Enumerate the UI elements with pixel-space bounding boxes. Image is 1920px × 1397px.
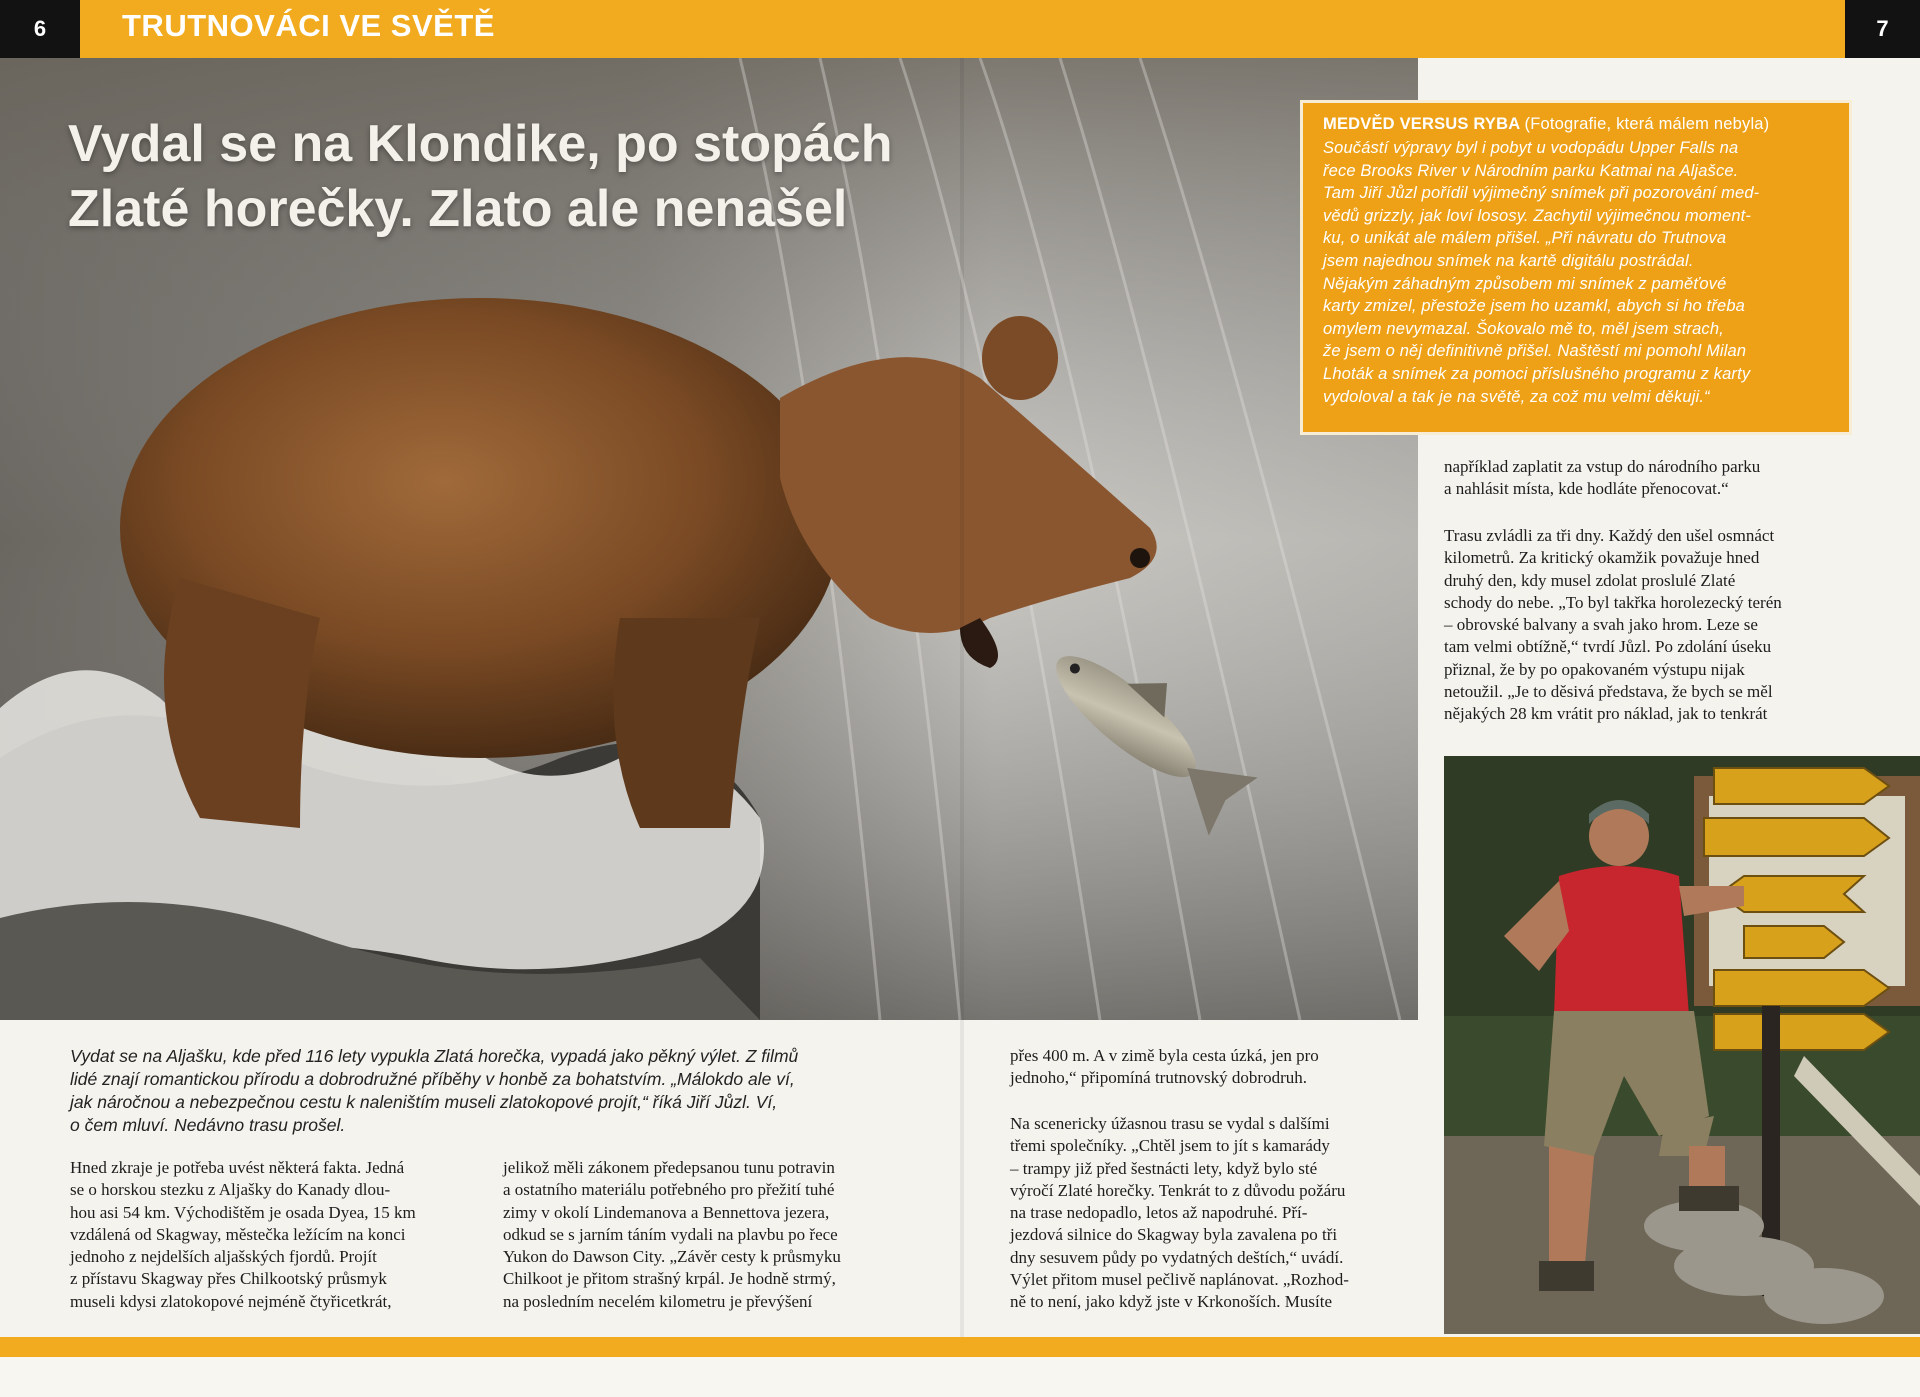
- right-column-para-1: [1444, 456, 1864, 501]
- text-line: výročí Zlaté horečky. Tenkrát to z důvodu požáru: [1010, 1180, 1346, 1200]
- text-line: se o horskou stezku z Aljašky do Kanady dlou-: [70, 1180, 391, 1200]
- sidebar-line: Lhoták a snímek za pomoci příslušného programu z karty: [1323, 364, 1751, 383]
- section-title: TRUTNOVÁCI VE SVĚTĚ: [122, 8, 495, 43]
- text-line: na posledním necelém kilometru je převýšení: [503, 1291, 813, 1311]
- article-headline: [68, 112, 948, 242]
- text-line: například zaplatit za vstup do národního parku: [1444, 457, 1761, 476]
- body-column-3-para-2: [1010, 1113, 1410, 1314]
- sidebar-line: vydoloval a tak je na světě, za což mu velmi děkuji.“: [1323, 387, 1710, 406]
- text-line: hou asi 54 km. Východištěm je osada Dyea, 15 km: [70, 1202, 416, 1222]
- body-column-2: [503, 1157, 915, 1313]
- sidebar-line: řece Brooks River v Národním parku Katmai na Aljašce.: [1323, 161, 1739, 180]
- sidebar-title-main: MEDVĚD VERSUS RYBA: [1323, 115, 1520, 133]
- sidebar-line: Součástí výpravy byl i pobyt u vodopádu Upper Falls na: [1323, 139, 1739, 157]
- text-line: schody do nebe. „To byl takřka horolezecký terén: [1444, 592, 1782, 612]
- text-line: odkud se s jarním táním vydali na plavbu po řece: [503, 1224, 838, 1244]
- text-line: jednoho z nejdelších aljašských fjordů. Projít: [70, 1247, 377, 1267]
- text-line: – trampy již před šestnácti lety, když bylo sté: [1010, 1158, 1318, 1178]
- text-line: museli kdysi zlatokopové nejméně čtyřicetkrát,: [70, 1291, 392, 1311]
- bottom-banner: [0, 1337, 1920, 1357]
- sidebar-line: že jsem o něj definitivně přišel. Naštěstí mi pomohl Milan: [1323, 342, 1747, 361]
- sidebar-line: Nějakým záhadným způsobem mi snímek z paměťové: [1323, 274, 1727, 293]
- sidebar-title: [1323, 115, 1833, 134]
- text-line: jelikož měli zákonem předepsanou tunu potravin: [503, 1158, 835, 1177]
- page-number-right: 7: [1845, 0, 1920, 58]
- text-line: jednoho,“ připomíná trutnovský dobrodruh.: [1010, 1068, 1307, 1088]
- text-line: z přístavu Skagway přes Chilkootský průsmyk: [70, 1269, 387, 1289]
- text-line: přiznal, že by po opakovaném výstupu nijak: [1444, 659, 1745, 679]
- text-line: a ostatního materiálu potřebného pro přežití tuhé: [503, 1180, 835, 1200]
- sidebar-line: ku, o unikát ale málem přišel. „Při návratu do Trutnova: [1323, 229, 1727, 248]
- text-line: Yukon do Dawson City. „Závěr cesty k průsmyku: [503, 1247, 841, 1267]
- body-column-1: [70, 1157, 482, 1313]
- text-line: – obrovské balvany a svah jako hrom. Leze se: [1444, 615, 1758, 635]
- text-line: nějakých 28 km vrátit pro náklad, jak to tenkrát: [1444, 704, 1768, 724]
- text-line: dny sesuvem půdy po vydatných deštích,“ uvádí.: [1010, 1247, 1344, 1267]
- text-line: Výlet přitom musel pečlivě naplánovat. „Rozhod-: [1010, 1270, 1349, 1290]
- text-line: Hned zkraje je potřeba uvést některá fakta. Jedná: [70, 1158, 405, 1177]
- page-spine: [960, 58, 964, 1338]
- sidebar-line: vědů grizzly, jak loví lososy. Zachytil výjimečnou moment-: [1323, 206, 1752, 225]
- headline-line-1: Vydal se na Klondike, po stopách: [68, 115, 893, 173]
- intro-line: Vydat se na Aljašku, kde před 116 lety vypukla Zlatá horečka, vypadá jako pěkný výlet. Z filmů: [70, 1046, 799, 1066]
- bottom-margin: [0, 1357, 1920, 1397]
- intro-line: o čem mluví. Nedávno trasu prošel.: [70, 1115, 346, 1135]
- text-line: ně to není, jako když jste v Krkonoších. Musíte: [1010, 1292, 1333, 1312]
- sidebar-line: Tam Jiří Jůzl pořídil výjimečný snímek při pozorování med-: [1323, 184, 1760, 203]
- text-line: přes 400 m. A v zimě byla cesta úzká, jen pro: [1010, 1046, 1319, 1065]
- text-line: netoužil. „Je to děsivá představa, že bych se měl: [1444, 682, 1773, 702]
- intro-line: lidé znají romantickou přírodu a dobrodružné příběhy v honbě za bohatstvím. „Málokdo ale ví,: [70, 1069, 795, 1089]
- sidebar-text: [1323, 137, 1833, 408]
- right-column-para-2: [1444, 525, 1864, 726]
- sidebar-title-sub: (Fotografie, která málem nebyla): [1524, 115, 1770, 133]
- text-line: Chilkoot je přitom strašný krpál. Je hodně strmý,: [503, 1269, 836, 1289]
- text-line: Trasu zvládli za tři dny. Každý den ušel osmnáct: [1444, 526, 1775, 545]
- sidebar-line: karty zmizel, přestože jsem ho uzamkl, abych si ho třeba: [1323, 297, 1745, 316]
- sidebar-line: omylem nevymazal. Šokovalo mě to, měl jsem strach,: [1323, 319, 1724, 338]
- body-column-3-para-1: [1010, 1045, 1410, 1090]
- headline-line-2: Zlaté horečky. Zlato ale nenašel: [68, 180, 848, 238]
- text-line: vzdálená od Skagway, městečka ležícím na konci: [70, 1224, 406, 1244]
- text-line: druhý den, kdy musel zdolat proslulé Zlaté: [1444, 570, 1736, 590]
- sidebar-box: [1300, 100, 1852, 435]
- page-number-left: 6: [0, 0, 80, 58]
- text-line: třemi společníky. „Chtěl jsem to jít s kamarády: [1010, 1136, 1330, 1156]
- text-line: zimy v okolí Lindemanova a Bennettova jezera,: [503, 1202, 830, 1222]
- text-line: Na scenericky úžasnou trasu se vydal s dalšími: [1010, 1114, 1330, 1133]
- text-line: tam velmi obtížně,“ tvrdí Jůzl. Po zdolání úseku: [1444, 637, 1772, 657]
- text-line: na trase nedopadlo, letos až napodruhé. Pří-: [1010, 1203, 1308, 1223]
- text-line: jezdová silnice do Skagway byla zavalena po tři: [1010, 1225, 1338, 1245]
- text-line: kilometrů. Za kritický okamžik považuje hned: [1444, 548, 1760, 568]
- sidebar-line: jsem najednou snímek na kartě digitálu postrádal.: [1323, 251, 1694, 270]
- intro-line: jak náročnou a nebezpečnou cestu k naleništím museli zlatokopové projít,“ říká Jiří Jůzl. Ví,: [70, 1092, 778, 1112]
- text-line: a nahlásit místa, kde hodláte přenocovat.“: [1444, 479, 1729, 499]
- article-intro: [70, 1045, 910, 1137]
- hiker-signpost-photo: [1444, 756, 1920, 1334]
